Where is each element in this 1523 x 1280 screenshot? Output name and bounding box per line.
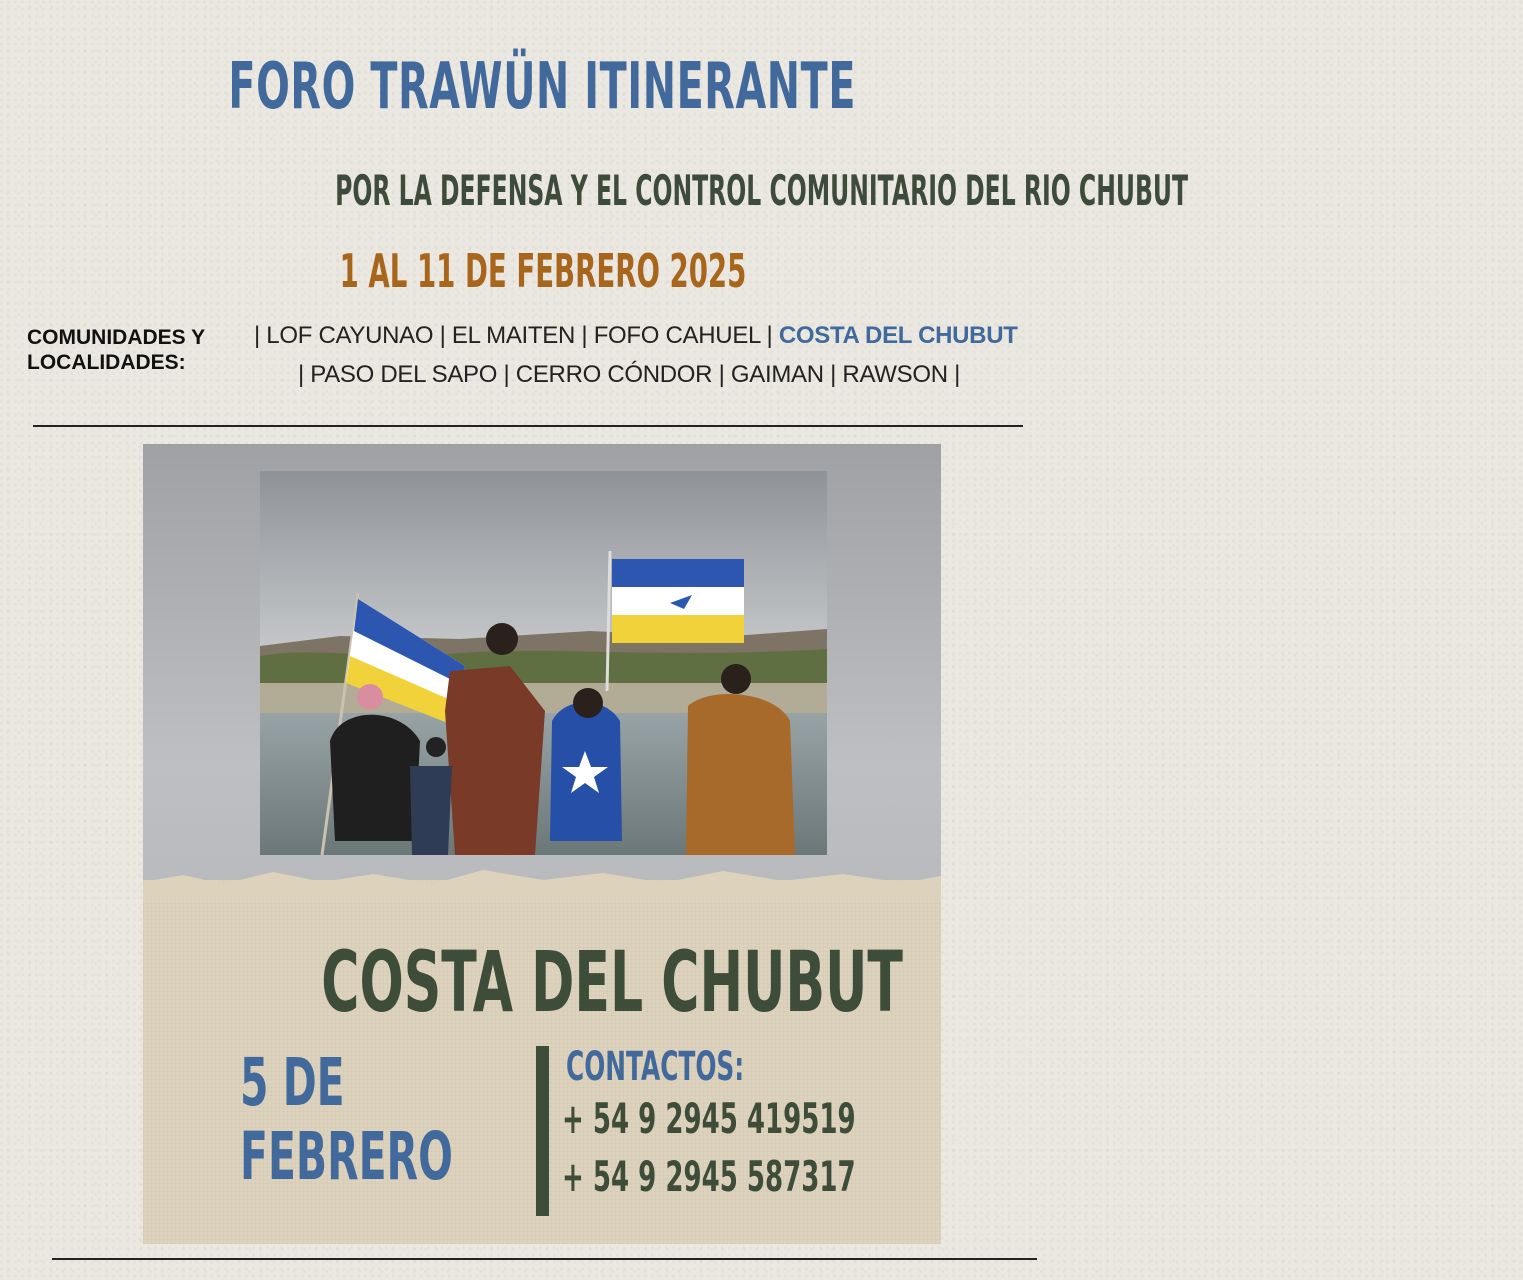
places-line-2: | PASO DEL SAPO | CERRO CÓNDOR | GAIMAN | RAWSON | <box>298 361 961 388</box>
separator-bar <box>536 1046 549 1216</box>
dates-text: 1 AL 11 DE FEBRERO 2025 <box>339 244 746 298</box>
subtitle-text: POR LA DEFENSA Y EL CONTROL COMUNITARIO DEL RIO CHUBUT <box>335 166 1189 215</box>
event-date-line1: 5 DE <box>240 1044 345 1121</box>
places-line-1 <box>254 322 1018 350</box>
divider-bottom <box>52 1258 1037 1260</box>
communities-label <box>27 325 267 375</box>
photo-illustration <box>260 471 827 855</box>
divider-top <box>33 425 1023 427</box>
places-highlight: COSTA DEL CHUBUT <box>778 322 1018 349</box>
event-date <box>240 1044 453 1195</box>
torn-edge <box>143 860 941 900</box>
contacts-title-text: CONTACTOS: <box>566 1044 745 1090</box>
phone-2[interactable] <box>562 1152 1036 1201</box>
phone-2-text: + 54 9 2945 587317 <box>562 1152 856 1201</box>
page-subtitle <box>0 166 1189 215</box>
event-location <box>143 933 941 1031</box>
location-text: COSTA DEL CHUBUT <box>321 933 903 1031</box>
river-flags-photo <box>260 471 827 855</box>
title-text: FORO TRAWÜN ITINERANTE <box>228 50 857 124</box>
phone-1[interactable] <box>562 1094 1036 1143</box>
event-date-line2: FEBRERO <box>240 1118 453 1195</box>
page-title <box>0 50 1085 124</box>
places-list-1: | LOF CAYUNAO | EL MAITEN | FOFO CAHUEL | <box>254 322 779 349</box>
phone-1-text: + 54 9 2945 419519 <box>562 1094 856 1143</box>
contacts-title <box>566 1044 853 1090</box>
communities-label-line1: COMUNIDADES Y <box>27 326 206 349</box>
event-dates <box>0 244 1085 298</box>
communities-label-line2: LOCALIDADES: <box>27 351 186 374</box>
